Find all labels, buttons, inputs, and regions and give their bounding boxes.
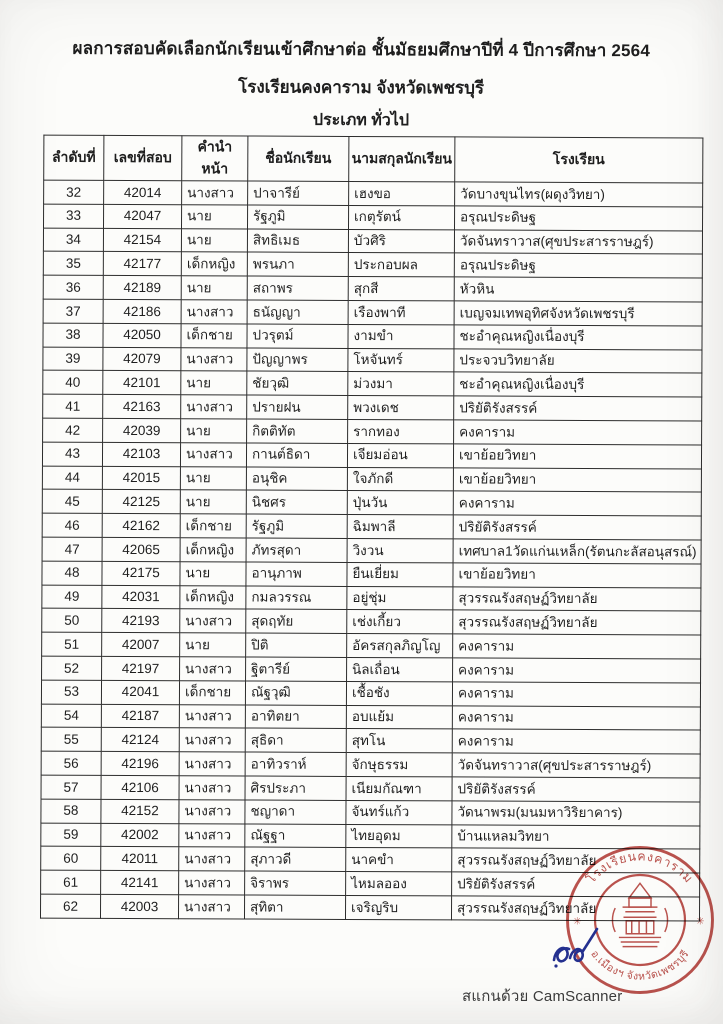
column-header: นามสกุลนักเรียน	[349, 136, 455, 181]
stamp-top-text: โรงเรียนคงคาราม	[583, 849, 697, 886]
cell-exam-no: 42101	[103, 371, 181, 395]
cell-order: 48	[42, 561, 102, 585]
cell-school: คงคาราม	[452, 705, 700, 730]
cell-school: คงคาราม	[453, 491, 701, 516]
cell-first-name: ชญาดา	[245, 800, 346, 824]
cell-first-name: อนุชิค	[246, 467, 347, 491]
cell-order: 35	[43, 252, 103, 276]
cell-last-name: ม่วงมา	[348, 372, 454, 396]
cell-exam-no: 42039	[103, 418, 181, 442]
cell-first-name: กานต์ธิดา	[246, 443, 347, 467]
cell-school: ปริยัติรังสรรค์	[454, 396, 702, 421]
cell-exam-no: 42124	[101, 728, 179, 752]
cell-prefix: นางสาว	[179, 847, 245, 871]
cell-exam-no: 42197	[102, 656, 180, 680]
cell-first-name: ฐิตารีย์	[246, 657, 347, 681]
cell-order: 33	[44, 204, 104, 228]
cell-first-name: สุดฤทัย	[246, 609, 347, 633]
cell-first-name: สิทธิเมธ	[247, 229, 348, 253]
table-row	[43, 370, 702, 397]
cell-order: 62	[40, 894, 100, 918]
cell-last-name: วิงวน	[347, 538, 453, 562]
cell-prefix: นางสาว	[180, 609, 246, 633]
cell-order: 61	[41, 870, 101, 894]
cell-first-name: อานุภาพ	[246, 562, 347, 586]
cell-first-name: ศิรประภา	[245, 776, 346, 800]
cell-first-name: อาทิวราห์	[245, 752, 346, 776]
cell-last-name: สุทโน	[346, 729, 452, 753]
cell-school: ชะอำคุณหญิงเนื่องบุรี	[454, 325, 702, 350]
cell-school: สุวรรณรังสฤษฏ์วิทยาลัย	[453, 610, 701, 635]
cell-last-name: ไหมลออง	[346, 872, 452, 896]
cell-order: 37	[43, 299, 103, 323]
cell-order: 47	[42, 537, 102, 561]
cell-first-name: สุธิดา	[245, 728, 346, 752]
cell-prefix: นาย	[180, 490, 246, 514]
table-row	[42, 656, 701, 683]
cell-order: 45	[42, 489, 102, 513]
cell-exam-no: 42015	[102, 466, 180, 490]
cell-school: อรุณประดิษฐ	[454, 253, 702, 278]
cell-first-name: อาทิตยา	[245, 705, 346, 729]
cell-exam-no: 42047	[104, 204, 182, 228]
table-row	[41, 704, 700, 731]
cell-first-name: กมลวรรณ	[246, 586, 347, 610]
cell-order: 43	[42, 442, 102, 466]
cell-prefix: นาย	[180, 466, 246, 490]
cell-last-name: ใจภักดี	[347, 467, 453, 491]
stamp-left-star-icon: ✳	[573, 916, 582, 928]
table-row	[41, 799, 700, 826]
cell-first-name: สถาพร	[247, 276, 348, 300]
table-row	[43, 323, 702, 350]
cell-exam-no: 42162	[102, 514, 180, 538]
cell-order: 58	[41, 799, 101, 823]
table-header-row	[44, 135, 703, 183]
cell-school: คงคาราม	[452, 729, 700, 754]
table-row	[41, 680, 700, 707]
cell-exam-no: 42106	[101, 775, 179, 799]
cell-last-name: อบแย้ม	[346, 705, 452, 729]
cell-first-name: ปัญญาพร	[247, 348, 348, 372]
table-row	[43, 299, 702, 326]
cell-prefix: นาย	[180, 633, 246, 657]
cell-first-name: สุภาวดี	[245, 847, 346, 871]
table-row	[43, 252, 702, 279]
cell-school: เบญจมเทพอุทิศจังหวัดเพชรบุรี	[454, 301, 702, 326]
cell-order: 53	[41, 680, 101, 704]
cell-first-name: ธนัญญา	[247, 300, 348, 324]
table-row	[42, 561, 701, 588]
cell-school: คงคาราม	[453, 634, 701, 659]
cell-order: 38	[43, 323, 103, 347]
cell-exam-no: 42154	[103, 228, 181, 252]
cell-exam-no: 42175	[102, 561, 180, 585]
cell-last-name: บัวศิริ	[348, 229, 454, 253]
cell-last-name: พวงเดช	[348, 396, 454, 420]
cell-first-name: ชัยวุฒิ	[247, 371, 348, 395]
cell-order: 60	[41, 846, 101, 870]
cell-school: อรุณประดิษฐ	[454, 206, 702, 231]
cell-last-name: เรืองพาที	[348, 300, 454, 324]
cell-last-name: เนียมกัณฑา	[346, 776, 452, 800]
cell-last-name: งามขำ	[348, 324, 454, 348]
cell-last-name: เชื้อชัง	[346, 681, 452, 705]
cell-school: สุวรรณรังสฤษฏ์วิทยาลัย	[453, 586, 701, 611]
table-row	[41, 751, 700, 778]
cell-prefix: เด็กชาย	[179, 680, 245, 704]
cell-first-name: ปรายฝน	[247, 395, 348, 419]
cell-exam-no: 42065	[102, 537, 180, 561]
column-header: ชื่อนักเรียน	[248, 136, 349, 181]
table-row	[41, 823, 700, 850]
table-row	[42, 608, 701, 635]
table-row	[43, 228, 702, 255]
cell-school: เขาย้อยวิทยา	[453, 467, 701, 492]
cell-order: 44	[42, 466, 102, 490]
cell-exam-no: 42031	[102, 585, 180, 609]
cell-first-name: ปิติ	[246, 633, 347, 657]
document-school-line: โรงเรียนคงคาราม จังหวัดเพชรบุรี	[238, 77, 485, 98]
cell-last-name: อัครสกุลภิญโญ	[347, 634, 453, 658]
cell-school: สุวรรณรังสฤษฏ์วิทยาลัย	[452, 848, 700, 873]
cell-school: เขาย้อยวิทยา	[453, 563, 701, 588]
cell-last-name: จักษุธรรม	[346, 753, 452, 777]
cell-prefix: เด็กหญิง	[180, 585, 246, 609]
cell-exam-no: 42003	[100, 894, 178, 918]
cell-school: หัวหิน	[454, 277, 702, 302]
cell-prefix: นางสาว	[181, 300, 247, 324]
cell-school: วัดจันทราวาส(ศุขประสารราษฎร์)	[452, 753, 700, 778]
table-row	[41, 727, 700, 754]
cell-last-name: นิลเถื่อน	[347, 657, 453, 681]
cell-school: สุวรรณรังสฤษฏ์วิทยาลัย	[451, 896, 699, 921]
cell-first-name: ณัฐวุฒิ	[245, 681, 346, 705]
column-header: คำนำหน้า	[182, 136, 248, 181]
cell-exam-no: 42196	[101, 751, 179, 775]
cell-school: คงคาราม	[453, 658, 701, 683]
table-row	[41, 870, 700, 897]
cell-exam-no: 42050	[103, 323, 181, 347]
cell-order: 55	[41, 727, 101, 751]
cell-order: 40	[43, 370, 103, 394]
table-row	[41, 846, 700, 873]
cell-order: 41	[43, 394, 103, 418]
cell-exam-no: 42141	[101, 870, 179, 894]
camscanner-watermark: สแกนด้วย CamScanner	[462, 988, 623, 1005]
cell-school: คงคาราม	[454, 420, 702, 445]
cell-first-name: รัฐภูมิ	[248, 205, 349, 229]
cell-first-name: ปวรุตม์	[247, 324, 348, 348]
cell-school: วัดบางขุนไทร(ผดุงวิทยา)	[455, 182, 703, 207]
table-body	[40, 180, 702, 921]
cell-exam-no: 42152	[101, 799, 179, 823]
cell-school: บ้านแหลมวิทยา	[452, 824, 700, 849]
cell-last-name: เช่งเกี้ยว	[347, 610, 453, 634]
results-table	[40, 135, 703, 922]
table-row	[42, 442, 701, 469]
cell-prefix: นาย	[181, 276, 247, 300]
cell-prefix: นางสาว	[179, 704, 245, 728]
cell-prefix: เด็กชาย	[180, 514, 246, 538]
table-row	[42, 585, 701, 612]
title-block	[0, 0, 723, 135]
cell-exam-no: 42041	[101, 680, 179, 704]
column-header: ลำดับที่	[44, 135, 104, 180]
cell-last-name: อยู่ชุ่ม	[347, 586, 453, 610]
cell-prefix: นางสาว	[179, 799, 245, 823]
table-row	[42, 513, 701, 540]
cell-exam-no: 42189	[103, 276, 181, 300]
cell-first-name: พรนภา	[247, 252, 348, 276]
table-row	[43, 275, 702, 302]
cell-first-name: ภัทรสุดา	[246, 538, 347, 562]
signature-mark	[546, 922, 610, 980]
cell-prefix: นางสาว	[180, 657, 246, 681]
cell-school: วัดจันทราวาส(ศุขประสารราษฎร์)	[454, 230, 702, 255]
cell-last-name: ฉิมพาลี	[347, 515, 453, 539]
cell-last-name: ประกอบผล	[348, 253, 454, 277]
stamp-right-star-icon: ✳	[695, 916, 705, 928]
cell-last-name: โหจันทร์	[348, 348, 454, 372]
cell-school: เทศบาล1วัดแก่นเหล็ก(รัตนกะลัสอนุสรณ์)	[453, 539, 701, 564]
cell-first-name: สุทิตา	[244, 895, 345, 919]
cell-order: 32	[44, 180, 104, 204]
cell-school: ชะอำคุณหญิงเนื่องบุรี	[454, 372, 702, 397]
cell-first-name: รัฐภูมิ	[246, 514, 347, 538]
cell-prefix: นางสาว	[181, 395, 247, 419]
cell-prefix: นาย	[181, 228, 247, 252]
cell-first-name: จิราพร	[245, 871, 346, 895]
cell-last-name: นาคขำ	[346, 848, 452, 872]
cell-first-name: ปาจารีย์	[248, 181, 349, 205]
table-row	[40, 894, 699, 921]
cell-last-name: ไทยอุดม	[346, 824, 452, 848]
cell-last-name: เกตุรัตน์	[349, 205, 455, 229]
stamp-bottom-text: อ.เมืองฯ จังหวัดเพชรบุรี	[588, 948, 692, 983]
table-row	[41, 775, 700, 802]
cell-prefix: นาย	[180, 561, 246, 585]
cell-exam-no: 42007	[102, 633, 180, 657]
document-category-line: ประเภท ทั่วไป	[312, 111, 410, 130]
cell-school: ปริยัติรังสรรค์	[452, 777, 700, 802]
cell-order: 36	[43, 275, 103, 299]
cell-prefix: นางสาว	[181, 347, 247, 371]
cell-prefix: นางสาว	[179, 752, 245, 776]
cell-prefix: นางสาว	[182, 181, 248, 205]
cell-school: ประจวบวิทยาลัย	[454, 348, 702, 373]
column-header: โรงเรียน	[455, 137, 703, 183]
cell-exam-no: 42002	[101, 823, 179, 847]
cell-last-name: ยืนเยี่ยม	[347, 562, 453, 586]
cell-exam-no: 42103	[102, 442, 180, 466]
table-row	[43, 347, 702, 374]
cell-exam-no: 42079	[103, 347, 181, 371]
cell-prefix: เด็กหญิง	[180, 538, 246, 562]
table-row	[42, 489, 701, 516]
cell-exam-no: 42014	[104, 180, 182, 204]
cell-exam-no: 42193	[102, 609, 180, 633]
table-row	[44, 180, 703, 207]
cell-exam-no: 42163	[103, 395, 181, 419]
cell-prefix: นาย	[181, 419, 247, 443]
cell-order: 52	[42, 656, 102, 680]
cell-prefix: นางสาว	[179, 871, 245, 895]
svg-text:อ.เมืองฯ จังหวัดเพชรบุรี	[588, 948, 691, 983]
cell-prefix: นางสาว	[180, 442, 246, 466]
cell-prefix: นางสาว	[179, 728, 245, 752]
cell-school: เขาย้อยวิทยา	[453, 444, 701, 469]
cell-order: 59	[41, 823, 101, 847]
table-row	[43, 394, 702, 421]
cell-exam-no: 42187	[101, 704, 179, 728]
cell-prefix: นางสาว	[179, 823, 245, 847]
cell-order: 49	[42, 585, 102, 609]
cell-order: 51	[42, 632, 102, 656]
column-header: เลขที่สอบ	[104, 135, 182, 180]
cell-school: วัดนาพรม(มนมหาวิริยาคาร)	[452, 801, 700, 826]
cell-prefix: เด็กชาย	[181, 323, 247, 347]
cell-last-name: เจริญริบ	[345, 895, 451, 919]
table-row	[42, 537, 701, 564]
cell-exam-no: 42177	[103, 252, 181, 276]
cell-exam-no: 42186	[103, 299, 181, 323]
cell-last-name: จันทร์แก้ว	[346, 800, 452, 824]
cell-first-name: ณัฐฐา	[245, 824, 346, 848]
cell-school: ปริยัติรังสรรค์	[453, 515, 701, 540]
cell-prefix: นาย	[182, 205, 248, 229]
table-row	[43, 418, 702, 445]
cell-exam-no: 42011	[101, 847, 179, 871]
table-row	[44, 204, 703, 231]
cell-last-name: เฮงขอ	[349, 181, 455, 205]
cell-first-name: กิตติทัต	[247, 419, 348, 443]
cell-order: 57	[41, 775, 101, 799]
cell-order: 39	[43, 347, 103, 371]
cell-last-name: เจียมอ่อน	[347, 443, 453, 467]
cell-last-name: รากทอง	[348, 419, 454, 443]
cell-prefix: นาย	[181, 371, 247, 395]
cell-order: 42	[43, 418, 103, 442]
cell-last-name: ปุ่นวัน	[347, 491, 453, 515]
cell-school: คงคาราม	[452, 682, 700, 707]
table-row	[42, 466, 701, 493]
cell-order: 50	[42, 608, 102, 632]
cell-prefix: นางสาว	[178, 895, 244, 919]
cell-order: 54	[41, 704, 101, 728]
cell-prefix: เด็กหญิง	[181, 252, 247, 276]
cell-school: ปริยัติรังสรรค์	[452, 872, 700, 897]
cell-exam-no: 42125	[102, 490, 180, 514]
cell-order: 46	[42, 513, 102, 537]
table-row	[42, 632, 701, 659]
document-title: ผลการสอบคัดเลือกนักเรียนเข้าศึกษาต่อ ชั้นมัธยมศึกษาปีที่ 4 ปีการศึกษา 2564	[72, 38, 651, 61]
cell-prefix: นางสาว	[179, 776, 245, 800]
cell-order: 34	[43, 228, 103, 252]
cell-last-name: สุกสี	[348, 277, 454, 301]
cell-first-name: นิชศร	[246, 490, 347, 514]
cell-order: 56	[41, 751, 101, 775]
